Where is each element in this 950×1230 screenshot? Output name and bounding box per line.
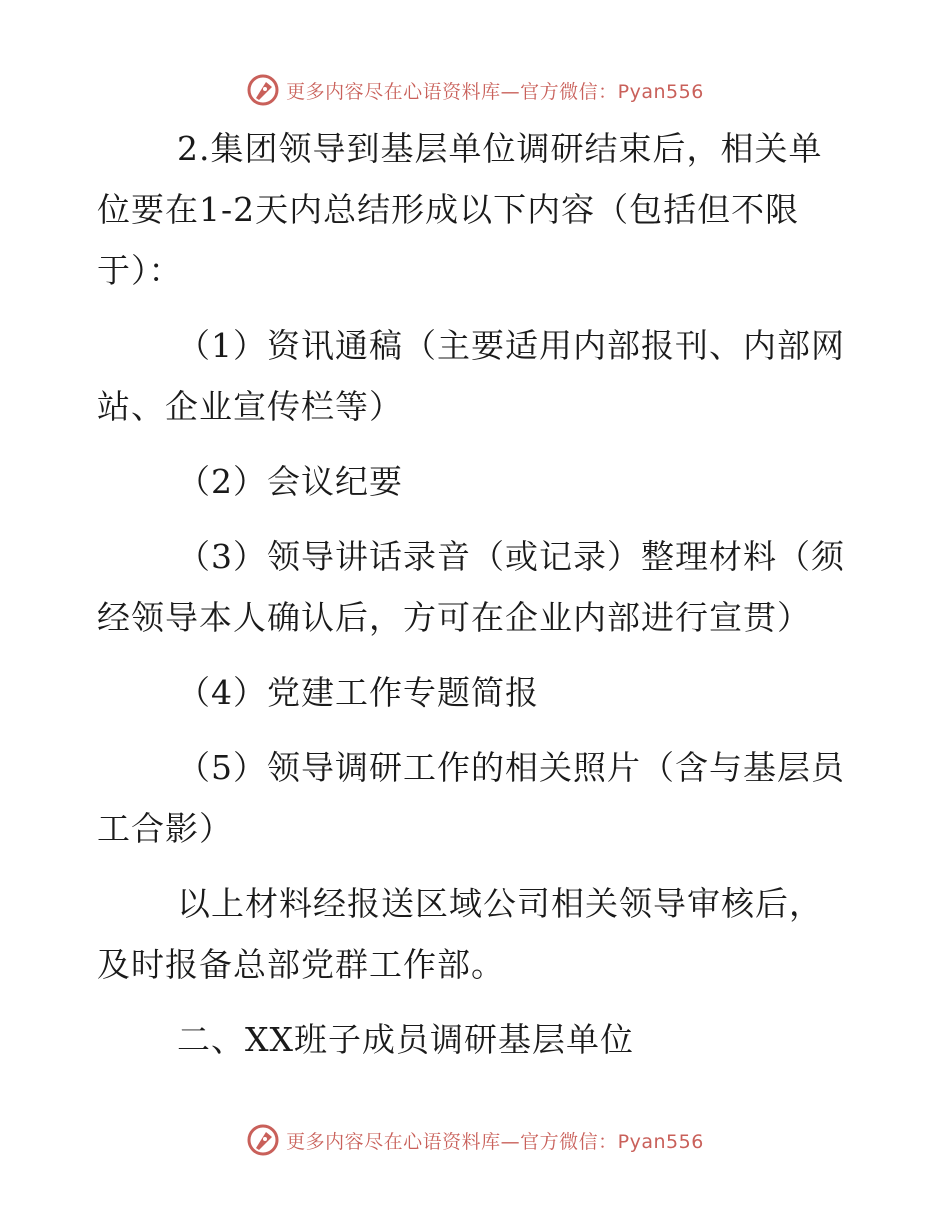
header-banner-text: 更多内容尽在心语资料库—官方微信：Pyan556 bbox=[286, 80, 704, 103]
section-heading: 二、XX班子成员调研基层单位 bbox=[177, 1020, 634, 1059]
footer-banner-text: 更多内容尽在心语资料库—官方微信：Pyan556 bbox=[286, 1130, 704, 1153]
paragraph-submission-note: 以上材料经报送区域公司相关领导审核后，及时报备总部党群工作部。 bbox=[97, 884, 823, 984]
paragraph-item-3: （3）领导讲话录音（或记录）整理材料（须经领导本人确认后，方可在企业内部进行宣贯） bbox=[97, 537, 845, 637]
paragraph-item-4: （4）党建工作专题简报 bbox=[177, 673, 539, 712]
paragraph-item-2: （2）会议纪要 bbox=[177, 462, 403, 501]
document-body bbox=[97, 118, 847, 1084]
header-banner bbox=[0, 72, 950, 108]
pen-nib-logo-icon bbox=[246, 1123, 280, 1157]
pen-nib-logo-icon bbox=[246, 73, 280, 107]
paragraph-item-5: （5）领导调研工作的相关照片（含与基层员工合影） bbox=[97, 748, 845, 848]
footer-banner bbox=[0, 1122, 950, 1158]
paragraph-item-1: （1）资讯通稿（主要适用内部报刊、内部网站、企业宣传栏等） bbox=[97, 326, 845, 426]
paragraph-report-requirement: 2.集团领导到基层单位调研结束后，相关单位要在1-2天内总结形成以下内容（包括但不限于）： bbox=[97, 129, 823, 290]
